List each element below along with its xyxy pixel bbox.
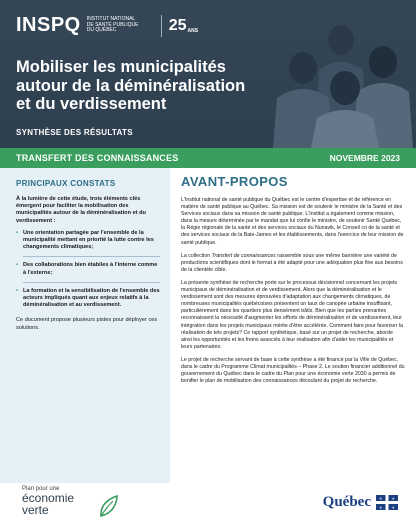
p2-suffix: rassemble sous une même bannière une variété de productions scientifiques dont le format a été adapté pour une adéquation plus fine aux besoins de la clientèle cible.: [181, 252, 403, 273]
bullet-icon: •: [16, 262, 18, 269]
svg-text:⚜: ⚜: [391, 496, 395, 501]
institute-line-3: DU QUÉBEC: [86, 27, 117, 34]
divider: [23, 282, 160, 283]
key-findings-panel: [0, 168, 170, 483]
collection-label: TRANSFERT DES CONNAISSANCES: [16, 153, 179, 163]
document-title: [16, 58, 316, 114]
title-line-1: Mobiliser les municipalités: [16, 58, 226, 76]
foreword-paragraph-4: Le projet de recherche servant de base à cette synthèse a été financé par la Ville de Québec, dans le cadre du Programme Climat municipalités – Phase 2. Le soutien financier additionnel du gouvernement du Québec dans le cadre du Plan pour une économie verte 2030 a permis de bonifier le plan de mobilisation des connaissances découlant du projet de recherche.: [181, 356, 405, 385]
quebec-flag-icon: [376, 495, 398, 510]
finding-item: [16, 288, 160, 310]
key-findings-closing: Ce document propose plusieurs pistes pour déployer ces solutions.: [16, 317, 158, 331]
anniversary-number: 25: [168, 16, 187, 34]
finding-item: [16, 230, 160, 252]
plan-label: Plan pour une: [22, 486, 60, 492]
plan-word-1: économie: [22, 491, 75, 505]
foreword-section: [181, 174, 405, 391]
cover-header: [0, 0, 416, 148]
divider: [23, 256, 160, 257]
category-band: [0, 148, 416, 168]
inspq-logo: [16, 14, 198, 37]
foreword-paragraph-2: [181, 253, 405, 274]
leaf-icon: [98, 494, 120, 518]
finding-text: La formation et la sensibilisation de l'ensemble des acteurs impliqués quant aux enjeux relatifs à la déminéralisation et au verdissement.: [23, 287, 160, 309]
key-findings-heading: PRINCIPAUX CONSTATS: [16, 179, 116, 188]
foreword-paragraph-1: L'Institut national de santé publique du Québec est le centre d'expertise et de référence en matière de santé publique au Québec. Sa mission est de soutenir le ministre de la Santé et des Services sociaux dans sa mission de santé publique. L'Institut a également comme mission, dans la mesure déterminée par le mandat que lui confie le ministre, de soutenir Santé Québec, la Régie régionale de la santé et des services sociaux du Nunavik, le Conseil cri de la santé et des services sociaux de la Baie-James et les établissements, dans l'exercice de leur mission de santé publique.: [181, 197, 404, 246]
green-economy-logo: [22, 486, 74, 516]
bullet-icon: •: [16, 229, 18, 236]
collection-name: Transfert de connaissances: [211, 252, 276, 259]
quebec-wordmark: Québec: [322, 494, 371, 510]
inspq-wordmark: INSPQ: [16, 14, 81, 36]
plan-word-2: verte: [22, 503, 49, 517]
svg-text:⚜: ⚜: [378, 496, 383, 501]
finding-text: Des collaborations bien établies à l'interne comme à l'externe;: [23, 262, 158, 276]
finding-text: Une orientation partagée par l'ensemble de la municipalité mettant en priorité la lutte contre les changements climatiques;: [23, 229, 154, 251]
title-line-2: autour de la déminéralisation: [16, 76, 246, 95]
institute-name: [87, 17, 157, 34]
document-subtitle: SYNTHÈSE DES RÉSULTATS: [16, 128, 133, 137]
key-findings-intro: À la lumière de cette étude, trois éléments clés émergent pour faciliter la mobilisation des municipalités autour de la déminéralisation et du verdissement :: [16, 196, 146, 224]
foreword-paragraph-3: La présente synthèse de recherche porte sur le processus décisionnel concernant les projets municipaux de déminéralisation et de verdissement. Alors que la déminéralisation et le verdissement sont des mesures éprouvées d'adaptation aux changements climatiques, de nombreuses municipalités québécoises présentent un taux de canopée urbaine insuffisant, particulièrement dans les quartiers plus densément bâtis. Bien que les parties prenantes reconnaissent la nécessité d'augmenter les efforts de déminéralisation et de verdissement, leur intégration dans les projets municipaux mérite d'être accélérée. Comment faire pour favoriser la réalisation de tels projets? Ce rapport synthétique, basé sur un projet de recherche, aborde ainsi les opportunités et les freins associés à leur réalisation afin d'aider les municipalités et leurs partenaires.: [181, 279, 403, 350]
foreword-heading: AVANT-PROPOS: [181, 174, 288, 189]
svg-text:⚜: ⚜: [378, 505, 383, 510]
anniversary-unit: ANS: [187, 28, 199, 34]
svg-text:⚜: ⚜: [391, 505, 395, 510]
title-line-3: et du verdissement: [16, 95, 167, 113]
institute-line-1: INSTITUT NATIONAL: [86, 16, 136, 23]
bullet-icon: •: [16, 287, 18, 294]
logo-separator: [161, 15, 162, 37]
institute-line-2: DE SANTÉ PUBLIQUE: [86, 21, 139, 28]
publication-date: NOVEMBRE 2023: [329, 153, 400, 163]
p2-prefix: La collection: [181, 252, 212, 259]
finding-item: [16, 262, 160, 276]
quebec-logo: [323, 494, 398, 511]
